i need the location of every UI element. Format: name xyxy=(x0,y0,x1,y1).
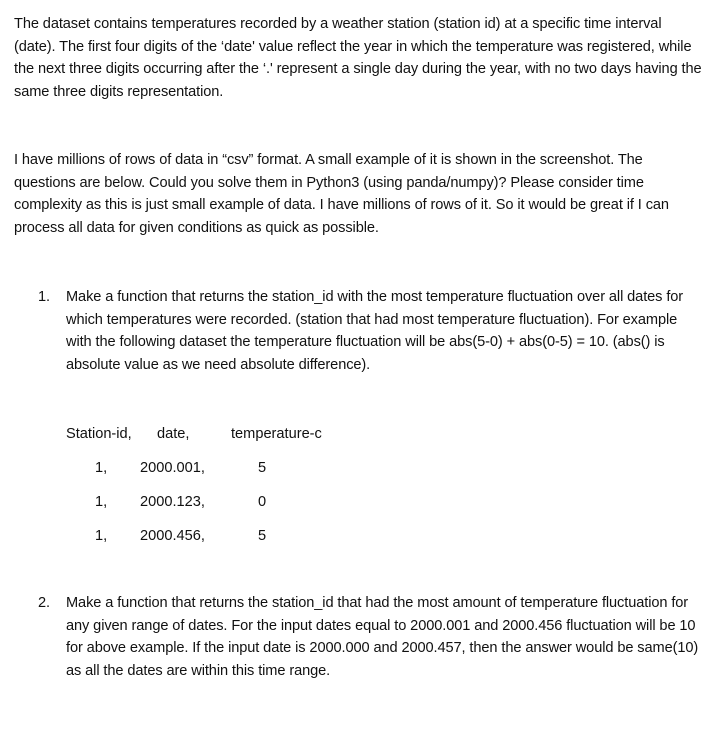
question-2-number: 2. xyxy=(38,595,50,611)
question-1-text: Make a function that returns the station_id with the most temperature fluctuation over all dates for which temperatures were recorded. (station that had most temperature fluctuation). For example with the following dataset the temperature fluctuation will be abs(5-0) + abs(0-5) = 10. (abs() is absolute value as we need absolute difference). xyxy=(66,289,684,373)
table-cell-station-id: 1, xyxy=(95,494,108,510)
question-1-number: 1. xyxy=(38,289,50,305)
question-2-text: Make a function that returns the station_id that had the most amount of temperature fluctuation for any given range of dates. For the input dates equal to 2000.001 and 2000.456 fluctuation will be 10 for above example. If the input date is 2000.000 and 2000.457, then the answer would be same(10) as all the dates are within this time range. xyxy=(66,595,699,679)
table-cell-temperature: 5 xyxy=(258,528,267,544)
table-header-station-id: Station-id, xyxy=(66,426,132,442)
request-paragraph: I have millions of rows of data in “csv” format. A small example of it is shown in the screenshot. The questions are below. Could you solve them in Python3 (using panda/numpy)? Please consider time complexity as this is just small example of data. I have millions of rows of it. So it would be great if I can process all data for given conditions as quick as possible. xyxy=(14,152,669,236)
table-cell-temperature: 0 xyxy=(258,494,267,510)
table-cell-station-id: 1, xyxy=(95,528,108,544)
table-cell-station-id: 1, xyxy=(95,460,108,476)
table-header-date: date, xyxy=(157,426,190,442)
table-cell-temperature: 5 xyxy=(258,460,267,476)
table-cell-date: 2000.456, xyxy=(140,528,205,544)
table-cell-date: 2000.001, xyxy=(140,460,205,476)
table-header-temperature: temperature-c xyxy=(231,426,322,442)
table-cell-date: 2000.123, xyxy=(140,494,205,510)
intro-paragraph: The dataset contains temperatures recorded by a weather station (station id) at a specific time interval (date). The first four digits of the ‘date' value reflect the year in which the temperature was registered, while the next three digits occurring after the ‘.' represent a single day during the year, with no two days having the same three digits representation. xyxy=(14,16,702,100)
